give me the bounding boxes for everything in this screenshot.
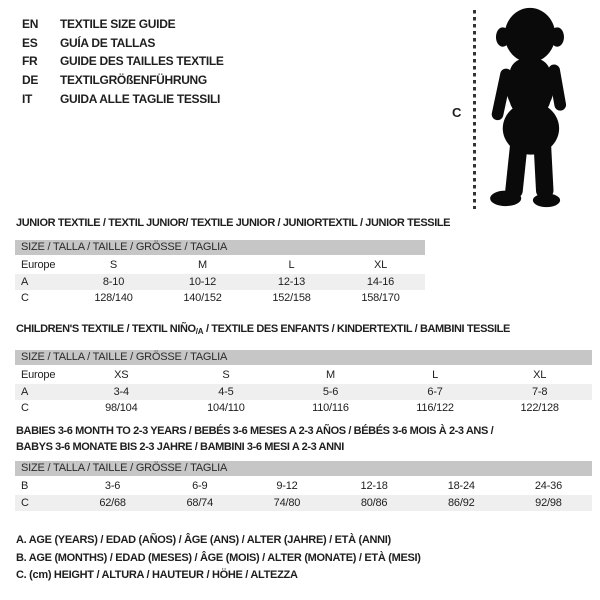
language-row-fr: [22, 52, 224, 71]
size-cell: M: [326, 369, 335, 381]
language-label: GUIDE DES TAILLES TEXTILE: [60, 54, 224, 69]
babies-title-line1: BABIES 3-6 MONTH TO 2-3 YEARS / BEBÉS 3-6 MESES A 2-3 AÑOS / BÉBÉS 3-6 MOIS À 2-3 ANS /: [16, 425, 494, 437]
size-cell: 62/68: [99, 496, 126, 509]
table-row-height: [15, 400, 592, 417]
row-label: Europe: [21, 259, 56, 271]
size-header-band: SIZE / TALLA / TAILLE / GRÖSSE / TAGLIA: [15, 350, 592, 365]
size-cell: 6-9: [192, 480, 208, 492]
babies-table-title: [16, 424, 576, 455]
size-cell: 140/152: [183, 292, 222, 304]
row-label: A: [21, 275, 29, 288]
size-header-band: SIZE / TALLA / TAILLE / GRÖSSE / TAGLIA: [15, 240, 425, 255]
table-row-europe: [15, 367, 592, 384]
size-cell: 74/80: [273, 496, 301, 509]
children-title-sub: /A: [195, 327, 204, 336]
footnote-c: C. (cm) HEIGHT / ALTURA / HAUTEUR / HÖHE / ALTEZZA: [16, 569, 298, 581]
size-cell: 152/158: [272, 292, 311, 304]
size-cell: 9-12: [276, 480, 298, 492]
size-cell: 86/92: [448, 496, 475, 509]
size-cell: 122/128: [520, 402, 559, 414]
language-code: IT: [22, 91, 33, 106]
table-row-europe: [15, 257, 425, 274]
size-cell: 5-6: [322, 385, 339, 398]
language-code: DE: [22, 73, 39, 88]
size-cell: XS: [114, 369, 129, 381]
size-cell: L: [432, 369, 439, 381]
row-label: C: [21, 402, 29, 414]
language-label: GUÍA DE TALLAS: [60, 35, 156, 50]
size-cell: S: [222, 369, 230, 381]
size-cell: 116/122: [416, 402, 454, 414]
language-code: ES: [22, 35, 38, 50]
size-cell: 92/98: [535, 496, 562, 509]
size-cell: L: [288, 259, 295, 271]
height-measure-dashed-line: [473, 10, 476, 209]
size-cell: 8-10: [102, 275, 125, 288]
children-title-post: / TEXTILE DES ENFANTS / KINDERTEXTIL / BAMBINI TESSILE: [203, 323, 510, 335]
row-label: A: [21, 385, 29, 398]
table-row-age: [15, 384, 592, 401]
size-header-band: SIZE / TALLA / TAILLE / GRÖSSE / TAGLIA: [15, 461, 592, 476]
footnote-legend: [16, 532, 421, 585]
size-cell: 14-16: [366, 275, 395, 288]
children-size-table: [15, 350, 592, 417]
footnote-a: A. AGE (YEARS) / EDAD (AÑOS) / ÂGE (ANS) / ALTER (JAHRE) / ETÀ (ANNI): [16, 534, 391, 546]
size-cell: 110/116: [312, 402, 349, 414]
size-cell: 98/104: [105, 402, 138, 414]
language-code: FR: [22, 54, 38, 69]
babies-size-table: [15, 461, 592, 511]
size-cell: 10-12: [188, 275, 217, 288]
size-cell: 4-5: [218, 385, 234, 398]
size-cell: 3-6: [104, 480, 121, 492]
size-cell: 104/110: [207, 402, 245, 414]
row-label: C: [21, 292, 29, 304]
children-table-title: [16, 323, 510, 336]
table-row-age: [15, 274, 425, 291]
language-row-de: [22, 71, 224, 90]
size-cell: 18-24: [447, 480, 475, 492]
size-cell: 158/170: [361, 292, 400, 304]
size-cell: 6-7: [427, 385, 443, 398]
size-cell: 80/86: [360, 496, 388, 509]
language-code: EN: [22, 17, 39, 31]
size-cell: 3-4: [113, 385, 129, 398]
size-cell: XL: [533, 369, 547, 381]
language-list: [22, 15, 224, 108]
junior-table-title: JUNIOR TEXTILE / TEXTIL JUNIOR/ TEXTILE JUNIOR / JUNIORTEXTIL / JUNIOR TESSILE: [16, 217, 451, 229]
size-cell: 12-13: [277, 275, 306, 288]
language-label: GUIDA ALLE TAGLIE TESSILI: [60, 91, 221, 106]
row-label: Europe: [21, 369, 56, 381]
measure-label-c: C: [452, 105, 462, 120]
baby-silhouette-icon: [480, 4, 578, 210]
language-row-en: [22, 15, 224, 34]
size-cell: 12-18: [360, 480, 388, 492]
size-cell: S: [109, 259, 118, 271]
size-cell: 68/74: [186, 496, 214, 509]
size-cell: XL: [373, 259, 388, 271]
row-label: B: [21, 480, 29, 492]
size-cell: 7-8: [532, 385, 548, 398]
language-row-it: [22, 90, 224, 109]
size-cell: 24-36: [534, 480, 563, 492]
junior-size-table: [15, 240, 425, 307]
language-row-es: [22, 34, 224, 53]
table-row-months: [15, 478, 592, 495]
language-label: TEXTILGRÖßENFÜHRUNG: [60, 73, 207, 88]
footnote-b: B. AGE (MONTHS) / EDAD (MESES) / ÂGE (MOIS) / ALTER (MONATE) / ETÀ (MESI): [16, 551, 421, 564]
table-row-height: [15, 495, 592, 512]
babies-title-line2: BABYS 3-6 MONATE BIS 2-3 JAHRE / BAMBINI 3-6 MESI A 2-3 ANNI: [16, 440, 344, 453]
size-cell: 128/140: [94, 292, 133, 304]
children-title-pre: CHILDREN'S TEXTILE / TEXTIL NIÑO: [16, 323, 196, 335]
language-label: TEXTILE SIZE GUIDE: [60, 17, 176, 31]
table-row-height: [15, 290, 425, 307]
size-cell: M: [198, 259, 207, 271]
row-label: C: [21, 496, 29, 509]
